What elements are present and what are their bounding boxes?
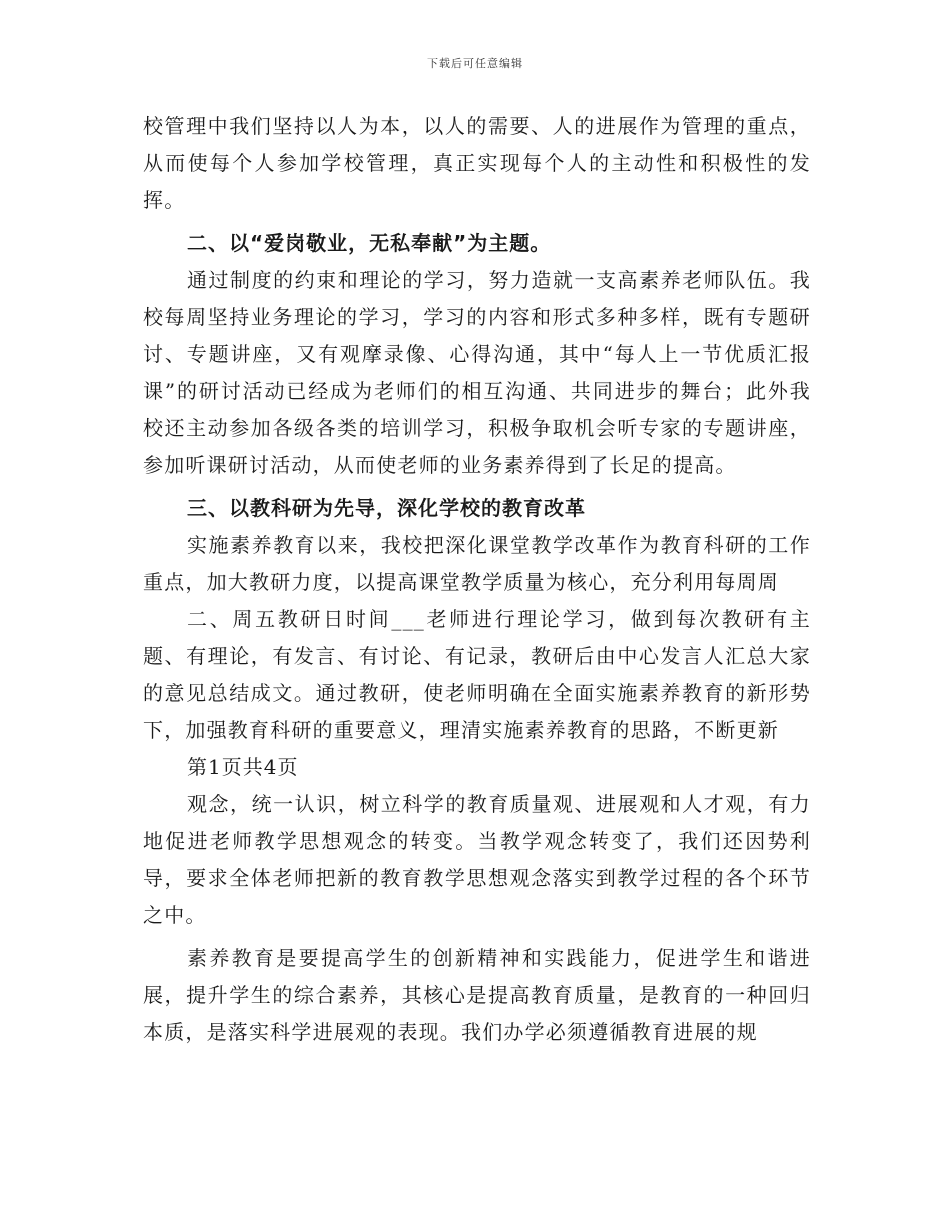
paragraph-study: 通过制度的约束和理论的学习，努力造就一支高素养老师队伍。我校每周坚持业务理论的学习，学习的内容和形式多种多样，既有专题研讨、专题讲座，又有观摩录像、心得沟通，其中“每人上一节优质汇报课”的研讨活动已经成为老师们的相互沟通、共同进步的舞台；此外我校还主动参加各级各类的培训学习，积极争取机会听专家的专题讲座，参加听课研讨活动，从而使老师的业务素养得到了长足的提高。 [143,268,811,477]
document-body [143,108,811,1051]
paragraph-quality-education: 素养教育是要提高学生的创新精神和实践能力，促进学生和谐进展，提升学生的综合素养，其核心是提高教育质量，是教育的一种回归本质，是落实科学进展观的表现。我们办学必须遵循教育进展的规 [143,946,811,1044]
paragraph-concepts: 观念，统一认识，树立科学的教育质量观、进展观和人才观，有力地促进老师教学思想观念的转变。当教学观念转变了，我们还因势利导，要求全体老师把新的教育教学思想观念落实到教学过程的各个环节之中。 [143,792,811,927]
section-heading-3: 三、以教科研为先导，深化学校的教育改革 [187,496,586,520]
paragraph-research-day: 二、周五教研日时间___老师进行理论学习，做到每次教研有主题、有理论，有发言、有讨论、有记录，教研后由中心发言人汇总大家的意见总结成文。通过教研，使老师明确在全面实施素养教育的新形势下，加强教育科研的重要意义，理清实施素养教育的思路，不断更新 [143,607,811,742]
header-note: 下载后可任意编辑 [427,57,523,70]
page-number-marker: 第1页共4页 [187,755,299,779]
section-heading-2: 二、以“爱岗敬业，无私奉献”为主题。 [187,231,552,255]
paragraph-reform: 实施素养教育以来，我校把深化课堂教学改革作为教育科研的工作重点，加大教研力度，以提高课堂教学质量为核心，充分利用每周周 [143,533,811,594]
paragraph-continuation: 校管理中我们坚持以人为本，以人的需要、人的进展作为管理的重点，从而使每个人参加学校管理，真正实现每个人的主动性和积极性的发挥。 [143,114,811,212]
